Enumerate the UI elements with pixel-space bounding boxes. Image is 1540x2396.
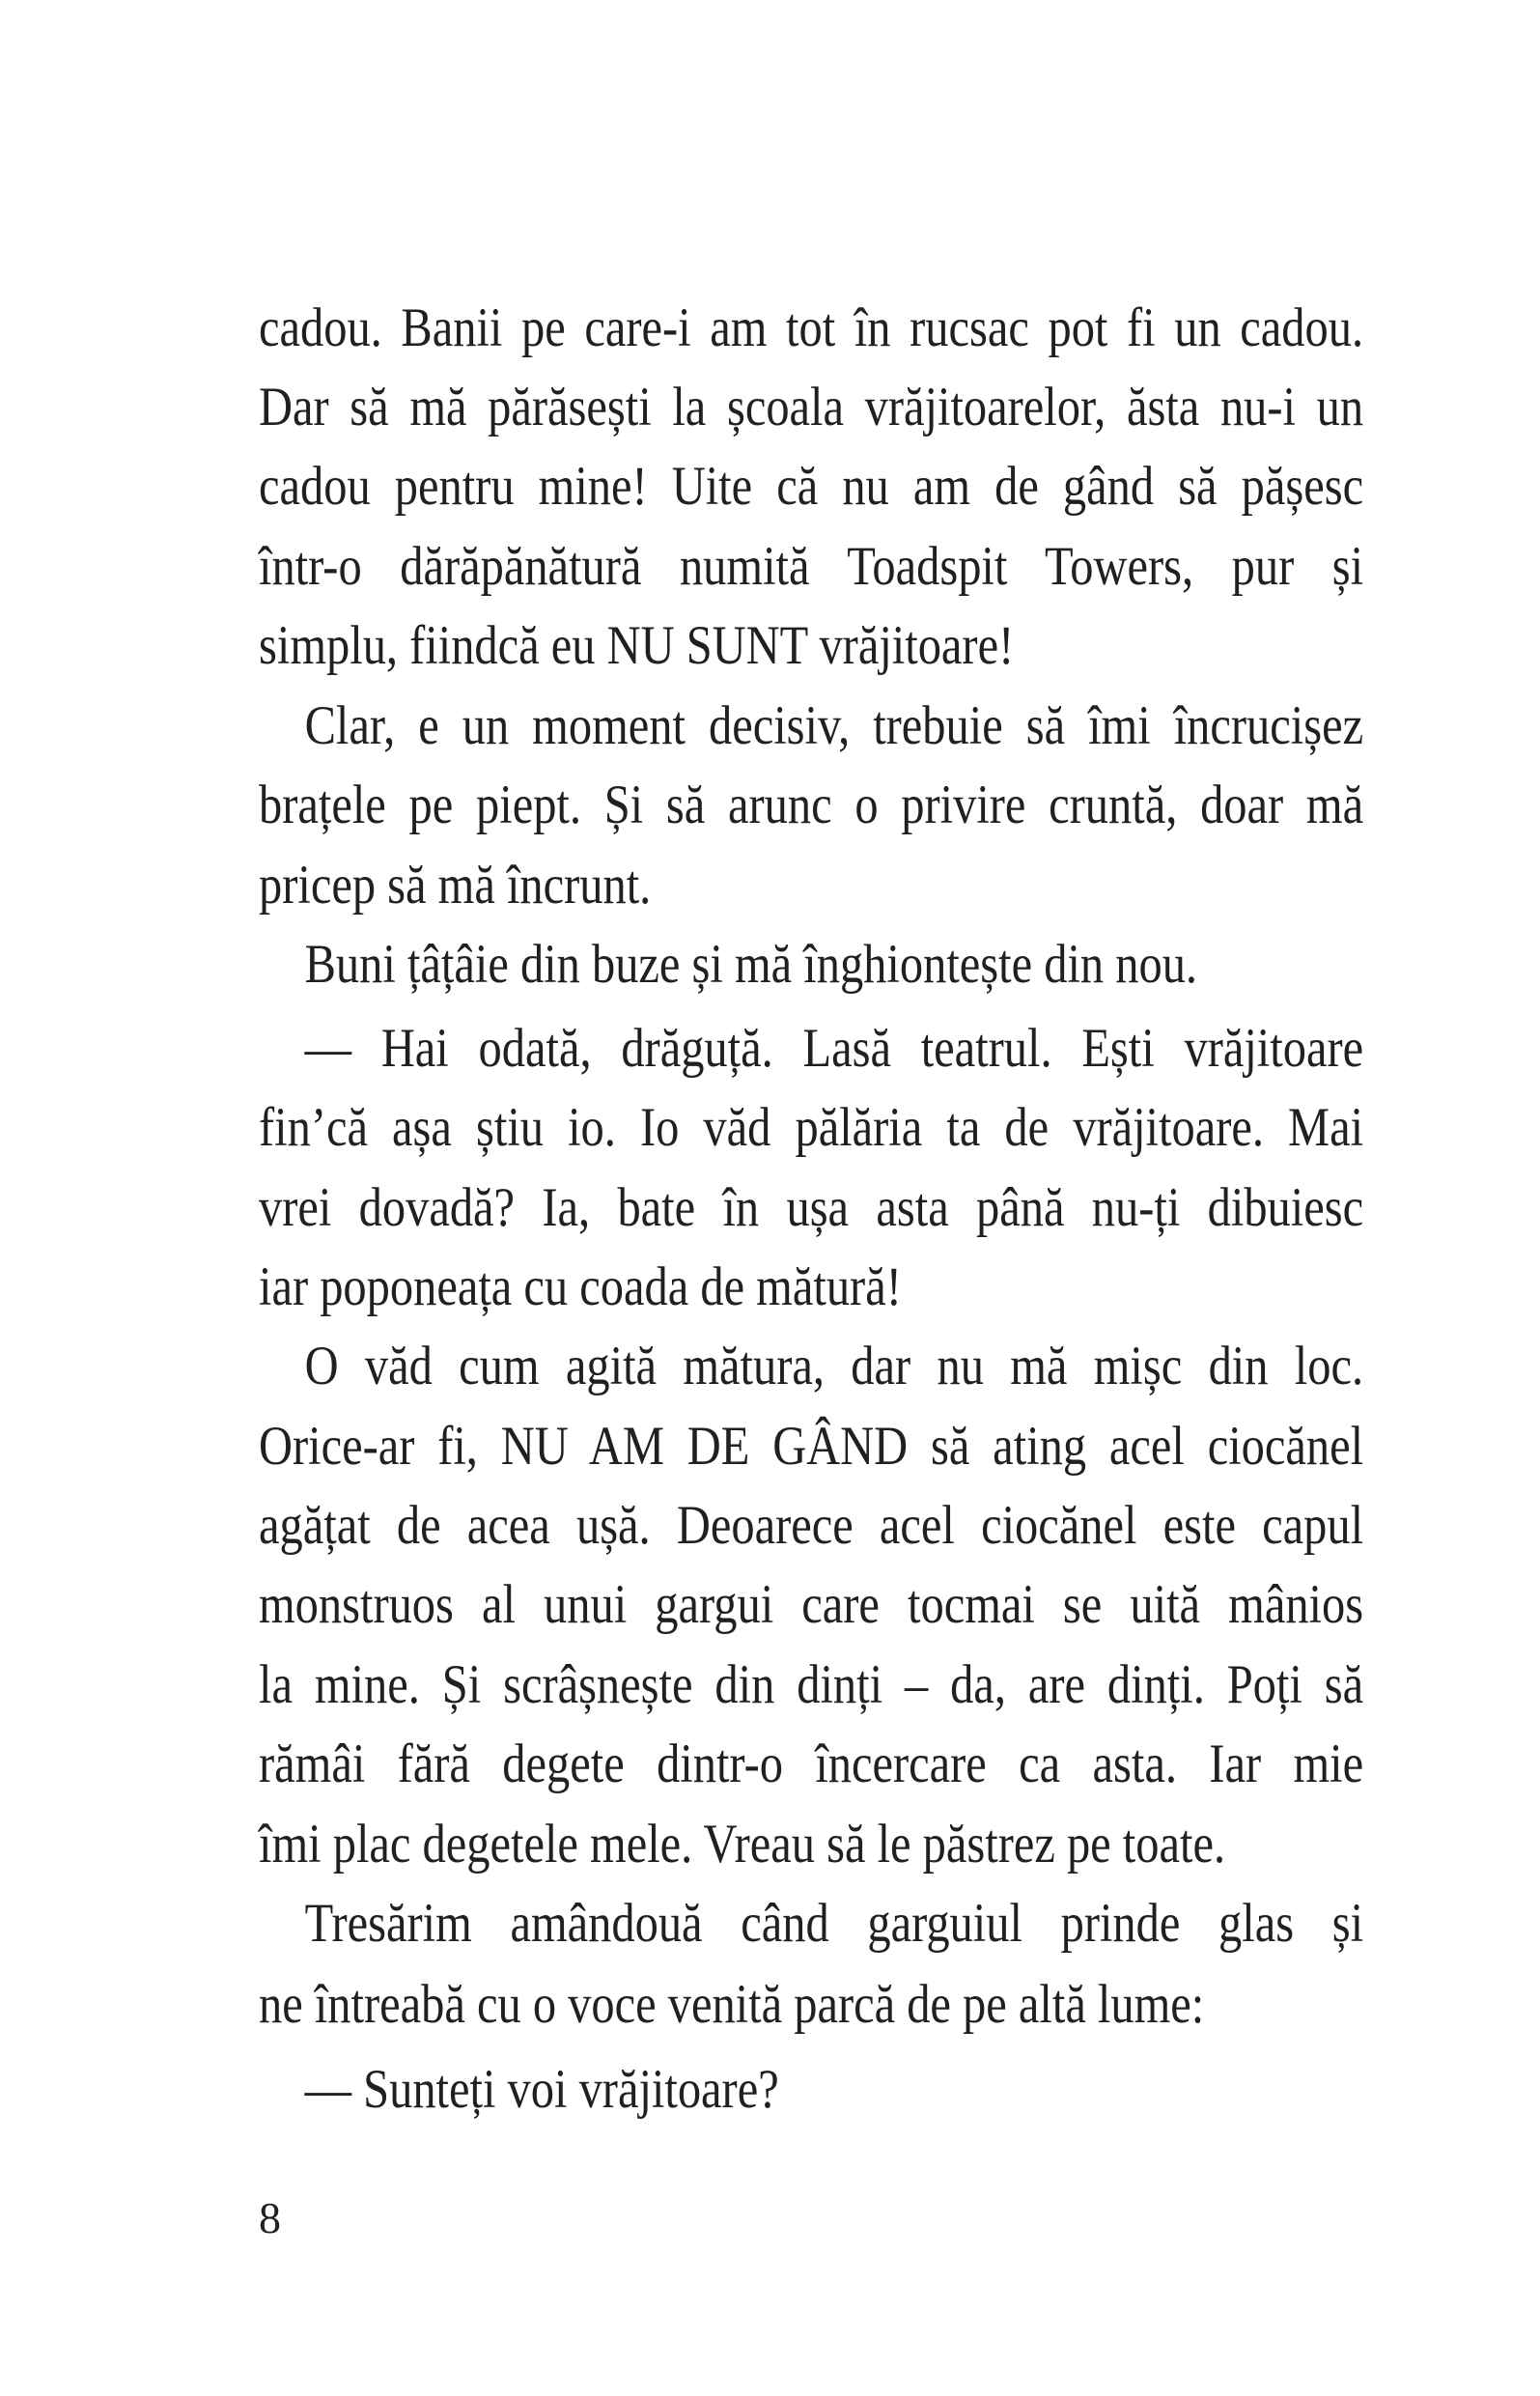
text-line: Buni țâțâie din buze și mă înghiontește din nou.	[304, 934, 1198, 995]
text-line: Tresărim amândouă când garguiul prinde glas și	[304, 1893, 1364, 1954]
text-line: pricep să mă încrunt.	[259, 855, 652, 916]
text-line: — Hai odată, drăguță. Lasă teatrul. Ești vrăjitoare	[304, 1018, 1364, 1079]
text-line: Orice-ar fi, NU AM DE GÂND să ating acel ciocănel	[259, 1416, 1364, 1477]
text-line: ne întreabă cu o voce venită parcă de pe altă lume:	[259, 1974, 1205, 2035]
text-line: rămâi fără degete dintr-o încercare ca asta. Iar mie	[259, 1734, 1364, 1794]
text-line: cadou pentru mine! Uite că nu am de gând să pășesc	[259, 456, 1364, 517]
text-line: îmi plac degetele mele. Vreau să le păstrez pe toate.	[259, 1814, 1226, 1875]
text-line: la mine. Și scrâșnește din dinți – da, are dinți. Poți să	[259, 1654, 1364, 1715]
text-line: într-o dărăpănătură numită Toadspit Towers, pur și	[259, 536, 1364, 597]
text-line: cadou. Banii pe care-i am tot în rucsac pot fi un cadou.	[259, 297, 1364, 358]
text-line: brațele pe piept. Și să arunc o privire cruntă, doar mă	[259, 775, 1364, 835]
text-line: agățat de acea ușă. Deoarece acel ciocănel este capul	[259, 1495, 1364, 1556]
text-line: monstruos al unui gargui care tocmai se uită mânios	[259, 1574, 1364, 1635]
text-line: Dar să mă părăsești la școala vrăjitoarelor, ăsta nu-i un	[259, 377, 1364, 437]
text-line: fin’că așa știu io. Io văd pălăria ta de vrăjitoare. Mai	[259, 1097, 1364, 1158]
text-line: simplu, fiindcă eu NU SUNT vrăjitoare!	[259, 615, 1015, 676]
page-number: 8	[259, 2193, 281, 2242]
text-line: Clar, e un moment decisiv, trebuie să îmi încrucișez	[304, 695, 1364, 756]
text-line: — Sunteți voi vrăjitoare?	[304, 2059, 779, 2120]
text-line: vrei dovadă? Ia, bate în ușa asta până nu-ți dibuiesc	[259, 1177, 1364, 1238]
text-line: O văd cum agită mătura, dar nu mă mișc din loc.	[304, 1336, 1364, 1396]
text-line: iar poponeața cu coada de mătură!	[259, 1256, 902, 1317]
